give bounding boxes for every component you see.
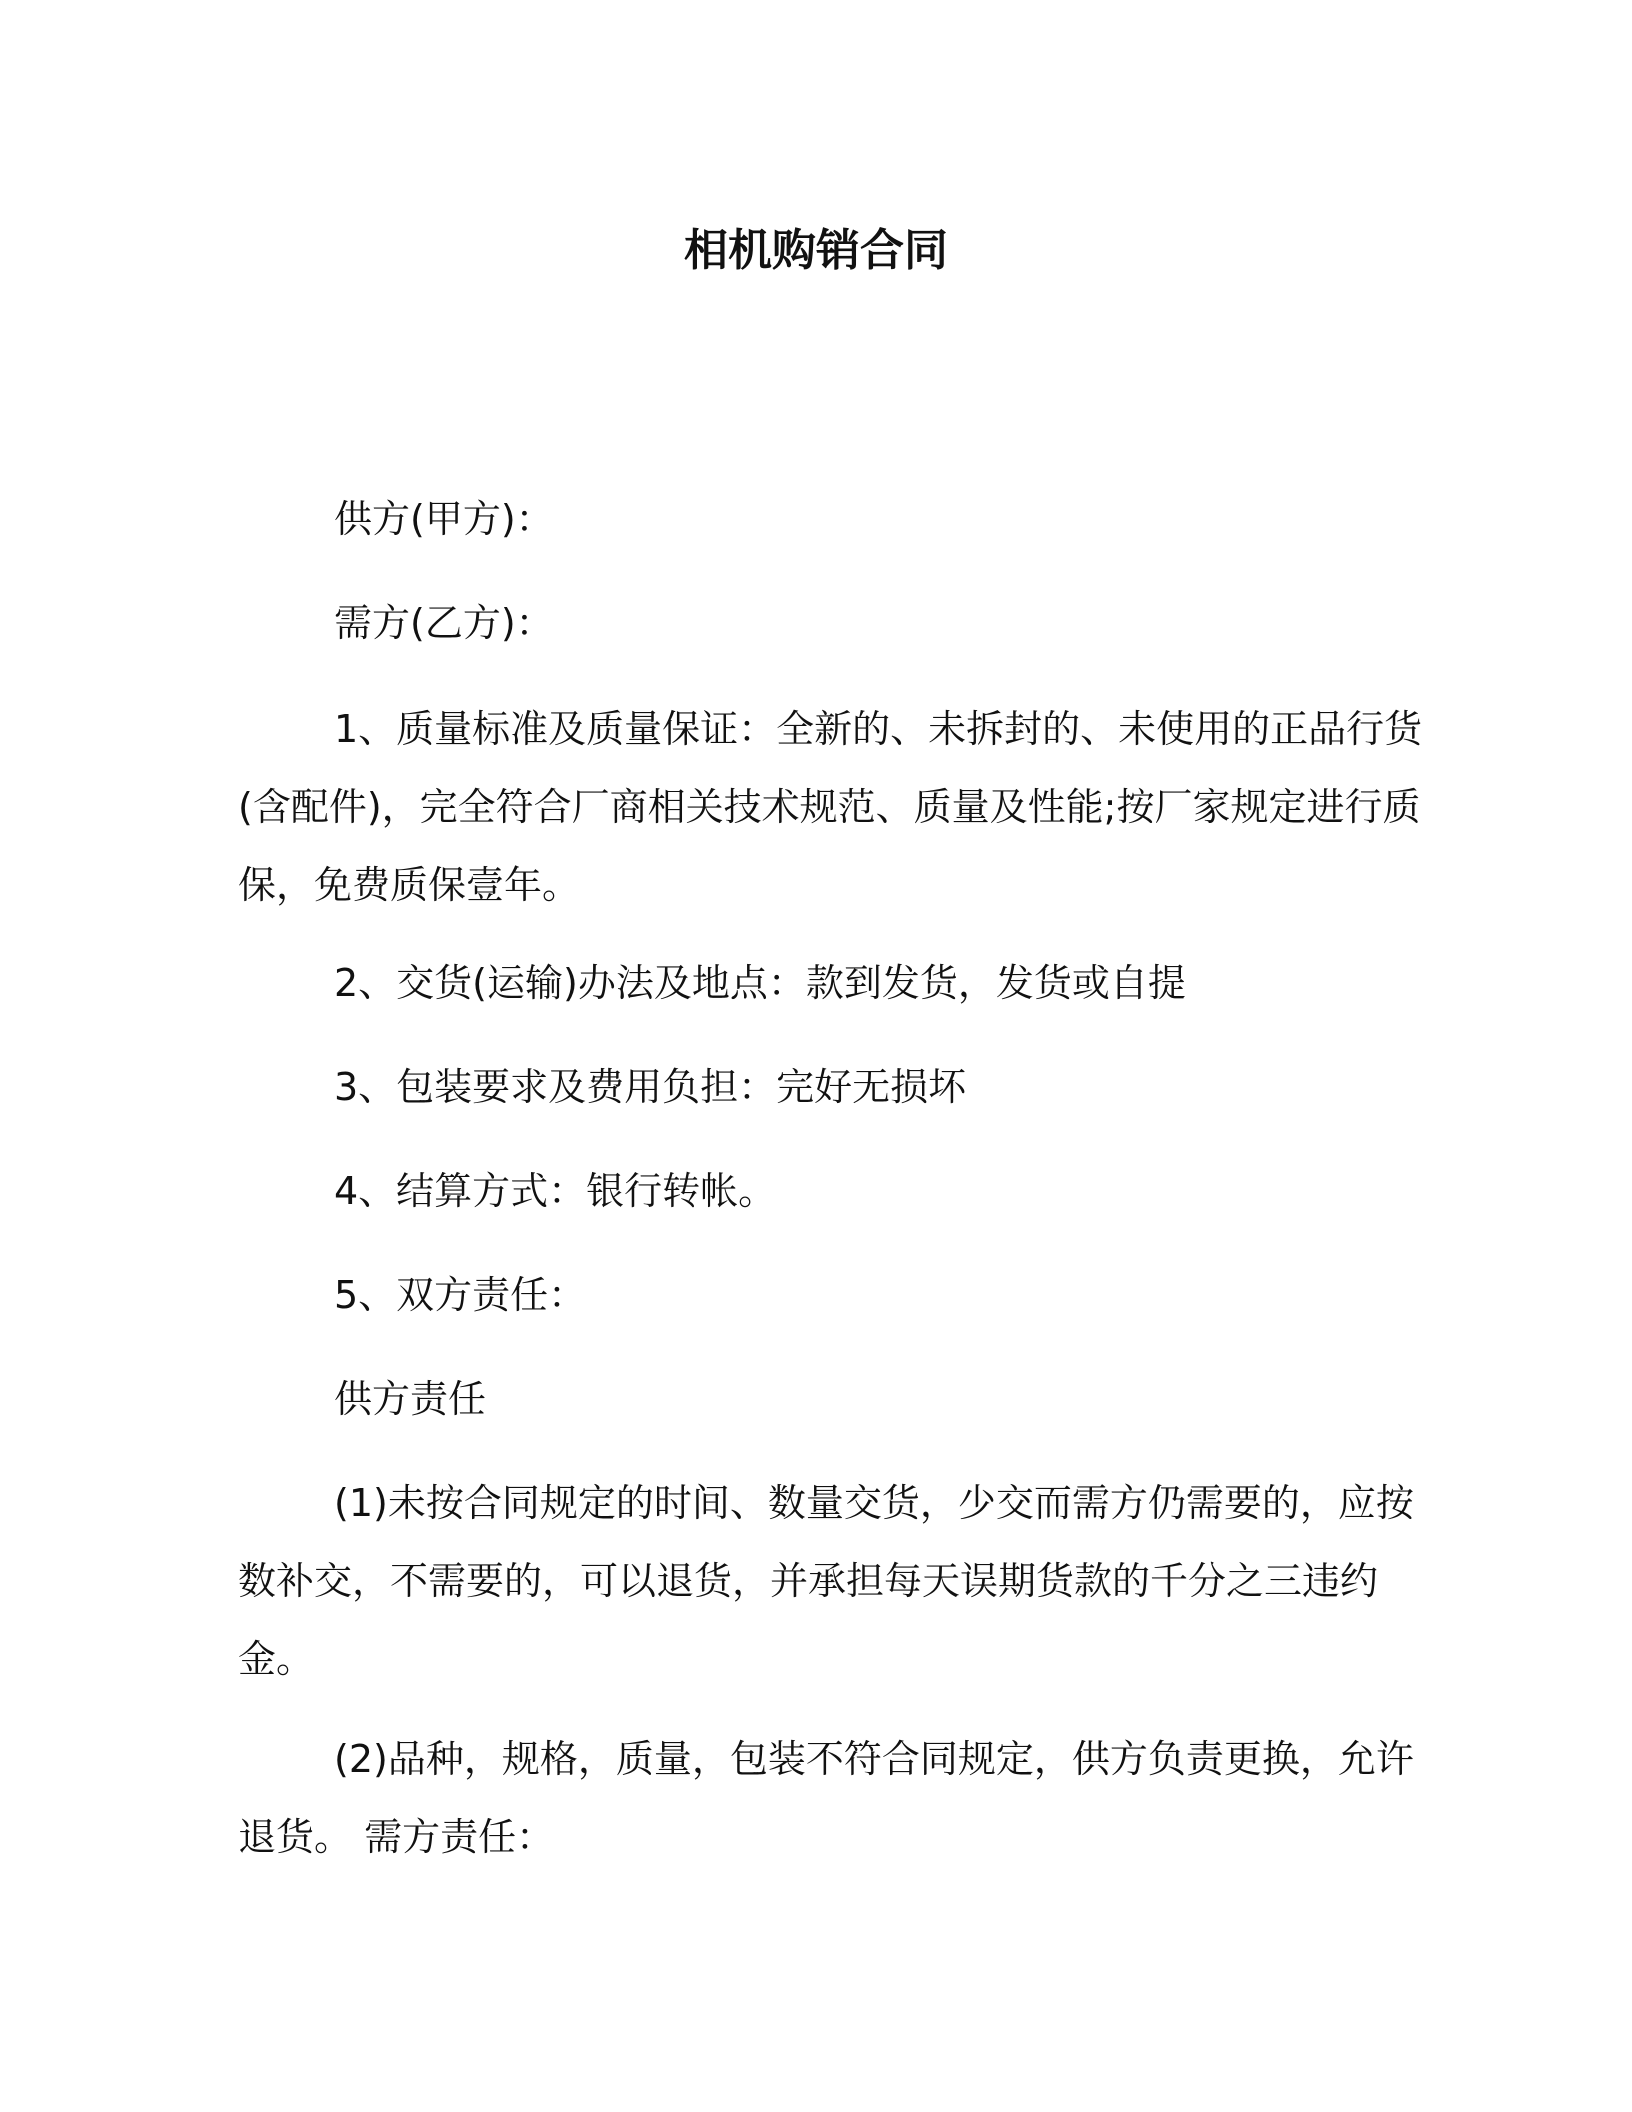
- supplier-responsibility-item-1: (1)未按合同规定的时间、数量交货，少交而需方仍需要的，应按数补交，不需要的，可以退货，并承担每天误期货款的千分之三违约金。: [238, 1481, 1414, 1681]
- clause-responsibilities: 5、双方责任：: [334, 1273, 587, 1317]
- clause-settlement: 4、结算方式：银行转帐。: [334, 1169, 777, 1213]
- buyer-party-line: 需方(乙方)：: [334, 601, 554, 645]
- clause-quality: 1、质量标准及质量保证：全新的、未拆封的、未使用的正品行货(含配件)，完全符合厂商相关技术规范、质量及性能;按厂家规定进行质保，免费质保壹年。: [238, 707, 1423, 907]
- supplier-responsibility-heading: 供方责任: [334, 1377, 487, 1421]
- supplier-party-line: 供方(甲方)：: [334, 497, 554, 541]
- clause-delivery: 2、交货(运输)办法及地点：款到发货，发货或自提: [334, 961, 1186, 1005]
- clause-packaging: 3、包装要求及费用负担：完好无损坏: [334, 1065, 967, 1109]
- document-title: 相机购销合同: [684, 225, 948, 276]
- supplier-responsibility-item-2: (2)品种，规格，质量，包装不符合同规定，供方负责更换，允许退货。 需方责任：: [238, 1737, 1414, 1859]
